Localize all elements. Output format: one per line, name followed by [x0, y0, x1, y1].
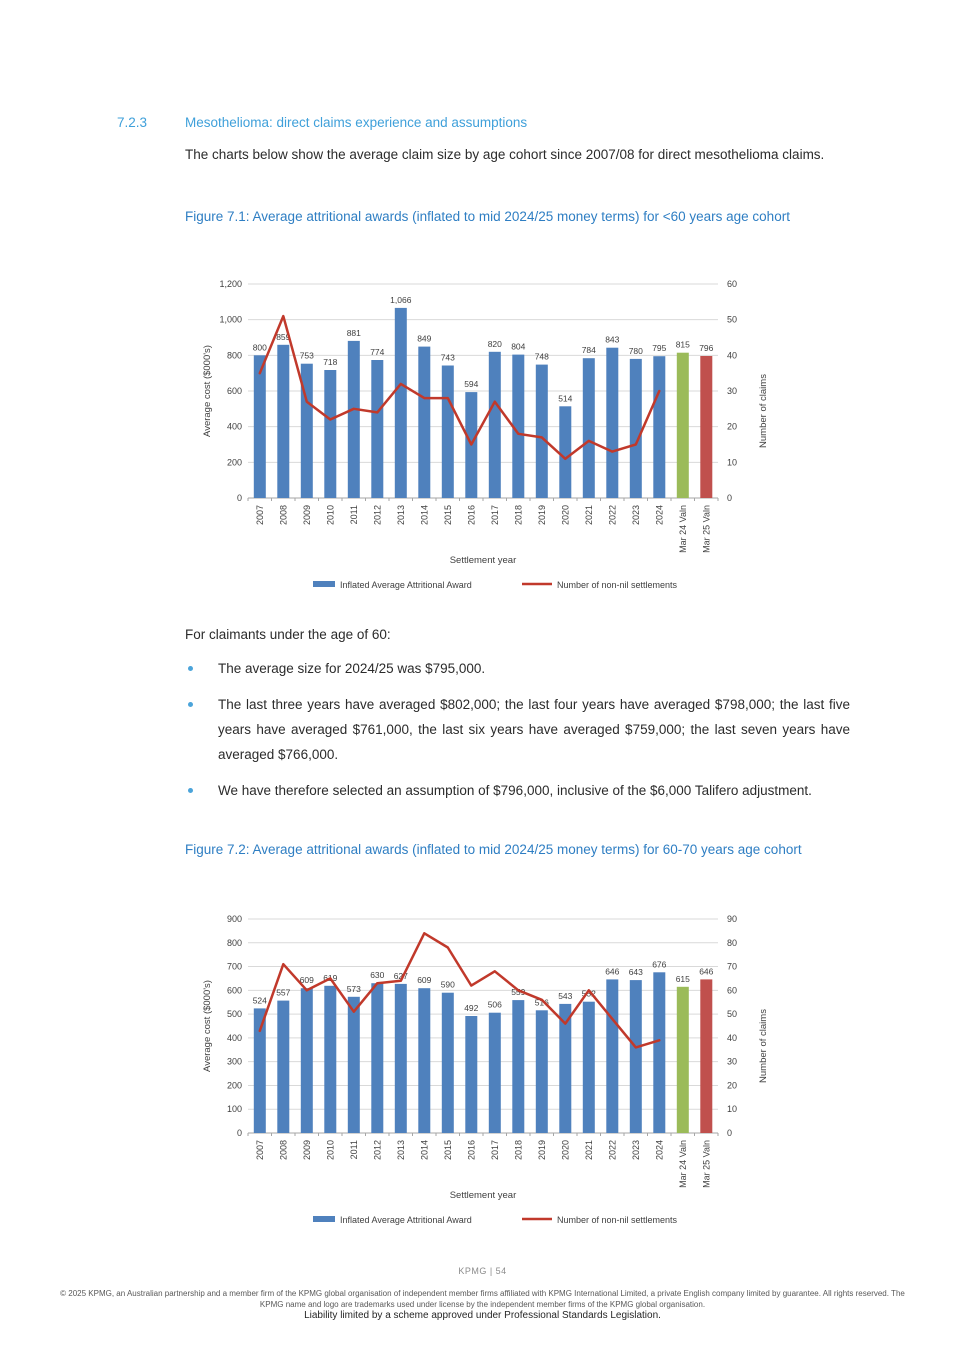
svg-text:2021: 2021	[583, 505, 594, 526]
svg-text:0: 0	[236, 493, 242, 503]
figure-7-2-caption: Figure 7.2: Average attritional awards (inflated to mid 2024/25 money terms) for 60-70 years age cohort	[185, 842, 802, 857]
svg-text:543: 543	[558, 990, 573, 1001]
svg-text:Mar 25 Valn: Mar 25 Valn	[701, 1140, 712, 1188]
svg-text:2020: 2020	[560, 505, 571, 526]
svg-text:552: 552	[581, 988, 596, 999]
svg-text:50: 50	[727, 1009, 738, 1020]
bullet-text: We have therefore selected an assumption of $796,000, inclusive of the $6,000 Talifero adjustment.	[218, 783, 812, 798]
bullet-icon	[188, 702, 193, 707]
svg-text:20: 20	[727, 1080, 738, 1091]
svg-text:2013: 2013	[395, 1140, 406, 1161]
svg-text:780: 780	[628, 345, 643, 356]
svg-text:2020: 2020	[560, 1140, 571, 1161]
svg-text:506: 506	[487, 999, 502, 1010]
svg-text:2024: 2024	[654, 1140, 665, 1161]
bullet-item	[185, 656, 850, 681]
svg-text:2023: 2023	[630, 1140, 641, 1161]
svg-text:Average cost ($000's): Average cost ($000's)	[202, 345, 213, 437]
svg-text:2011: 2011	[348, 505, 359, 525]
svg-text:800: 800	[226, 937, 242, 948]
svg-text:843: 843	[605, 334, 620, 345]
figure-7-2-chart-svg	[200, 901, 775, 1236]
svg-text:2009: 2009	[301, 505, 312, 526]
svg-text:615: 615	[675, 973, 690, 984]
bullet-list	[185, 656, 850, 814]
svg-text:Number of claims: Number of claims	[758, 1009, 769, 1083]
svg-text:573: 573	[346, 983, 361, 994]
svg-text:Number of non-nil settlements: Number of non-nil settlements	[557, 1215, 678, 1225]
svg-text:516: 516	[534, 997, 549, 1008]
svg-text:492: 492	[464, 1003, 479, 1013]
svg-text:400: 400	[226, 421, 242, 432]
svg-text:1,066: 1,066	[390, 294, 412, 305]
svg-text:676: 676	[652, 959, 667, 970]
svg-text:609: 609	[299, 975, 314, 986]
svg-text:60: 60	[727, 985, 738, 996]
svg-text:Settlement year: Settlement year	[449, 555, 517, 566]
bullet-icon	[188, 666, 193, 671]
svg-text:Average cost ($000's): Average cost ($000's)	[202, 980, 213, 1072]
svg-text:20: 20	[727, 421, 738, 432]
svg-text:2021: 2021	[583, 1140, 594, 1161]
svg-text:820: 820	[487, 338, 502, 349]
figure-7-1-caption: Figure 7.1: Average attritional awards (inflated to mid 2024/25 money terms) for <60 years age cohort	[185, 209, 790, 224]
svg-text:Settlement year: Settlement year	[449, 1190, 517, 1201]
svg-text:1,000: 1,000	[219, 314, 242, 325]
claimants-heading: For claimants under the age of 60:	[185, 627, 391, 642]
svg-text:400: 400	[226, 1032, 242, 1043]
svg-text:0: 0	[727, 493, 733, 503]
svg-text:80: 80	[727, 937, 738, 948]
svg-text:1,200: 1,200	[219, 279, 242, 289]
svg-text:609: 609	[417, 975, 432, 986]
svg-text:800: 800	[226, 350, 242, 361]
bullet-text: The average size for 2024/25 was $795,000.	[218, 661, 486, 676]
figure-7-1-chart	[200, 266, 775, 601]
svg-text:0: 0	[727, 1128, 733, 1138]
svg-text:600: 600	[226, 386, 242, 396]
svg-text:200: 200	[226, 1080, 242, 1091]
svg-text:2023: 2023	[630, 505, 641, 526]
svg-text:2011: 2011	[348, 1140, 359, 1160]
svg-text:753: 753	[299, 350, 314, 361]
svg-text:2008: 2008	[278, 505, 289, 526]
svg-text:849: 849	[417, 333, 432, 344]
svg-text:2010: 2010	[325, 505, 336, 526]
svg-text:2024: 2024	[654, 505, 665, 526]
svg-text:900: 900	[226, 914, 242, 924]
svg-text:2014: 2014	[419, 1140, 430, 1161]
bullet-item	[185, 692, 850, 767]
svg-text:40: 40	[727, 350, 738, 361]
svg-text:796: 796	[699, 343, 714, 353]
svg-text:2007: 2007	[254, 505, 265, 526]
svg-text:748: 748	[534, 351, 549, 362]
svg-text:200: 200	[226, 457, 242, 468]
svg-text:100: 100	[226, 1104, 242, 1115]
svg-text:600: 600	[226, 985, 242, 996]
svg-text:50: 50	[727, 314, 738, 325]
svg-text:774: 774	[370, 347, 385, 357]
svg-text:10: 10	[727, 457, 738, 468]
svg-text:630: 630	[370, 970, 385, 981]
svg-text:2015: 2015	[442, 1140, 453, 1161]
svg-text:Mar 24 Valn: Mar 24 Valn	[677, 505, 688, 553]
svg-text:804: 804	[511, 341, 526, 352]
svg-text:2012: 2012	[372, 505, 383, 526]
svg-text:590: 590	[440, 979, 455, 990]
svg-text:795: 795	[652, 343, 667, 354]
svg-text:646: 646	[699, 966, 714, 977]
svg-text:557: 557	[276, 987, 291, 998]
svg-text:718: 718	[323, 357, 338, 367]
svg-text:619: 619	[323, 972, 338, 983]
svg-text:743: 743	[440, 352, 455, 363]
svg-text:Number of claims: Number of claims	[758, 374, 769, 448]
svg-text:2014: 2014	[419, 505, 430, 526]
svg-text:2018: 2018	[513, 1140, 524, 1161]
svg-text:627: 627	[393, 970, 408, 981]
svg-text:2016: 2016	[466, 505, 477, 526]
svg-text:70: 70	[727, 961, 738, 972]
svg-text:646: 646	[605, 966, 620, 977]
svg-text:784: 784	[581, 345, 596, 356]
intro-paragraph: The charts below show the average claim size by age cohort since 2007/08 for direct mesothelioma claims.	[185, 147, 825, 162]
svg-text:2012: 2012	[372, 1140, 383, 1161]
svg-text:2022: 2022	[607, 505, 618, 526]
page-number: KPMG | 54	[458, 1266, 507, 1276]
svg-text:2016: 2016	[466, 1140, 477, 1161]
svg-text:2010: 2010	[325, 1140, 336, 1161]
footer-copyright: © 2025 KPMG, an Australian partnership and a member firm of the KPMG global organisation of independent member firms affiliated with KPMG International Limited, a private English company limited by guarantee. All rights reserved. The KPMG name and logo are trademarks used under license by the independent member firms of the KPMG global organisation.	[60, 1289, 905, 1309]
svg-text:559: 559	[511, 987, 526, 998]
svg-text:30: 30	[727, 386, 738, 396]
svg-text:10: 10	[727, 1104, 738, 1115]
svg-text:2022: 2022	[607, 1140, 618, 1161]
svg-text:800: 800	[252, 342, 267, 353]
footer-liability: Liability limited by a scheme approved under Professional Standards Legislation.	[304, 1310, 661, 1321]
svg-text:Mar 25 Valn: Mar 25 Valn	[701, 505, 712, 553]
svg-text:881: 881	[346, 327, 361, 338]
svg-text:594: 594	[464, 379, 479, 390]
section-title: Mesothelioma: direct claims experience and assumptions	[185, 115, 528, 130]
svg-text:40: 40	[727, 1032, 738, 1043]
svg-text:859: 859	[276, 331, 291, 342]
svg-text:2013: 2013	[395, 505, 406, 526]
svg-text:2017: 2017	[489, 1140, 500, 1161]
svg-text:Inflated Average Attritional A: Inflated Average Attritional Award	[340, 580, 472, 590]
svg-text:2018: 2018	[513, 505, 524, 526]
figure-7-2-chart	[200, 901, 775, 1236]
svg-text:30: 30	[727, 1056, 738, 1067]
svg-text:300: 300	[226, 1056, 242, 1067]
bullet-item	[185, 778, 850, 803]
svg-text:2009: 2009	[301, 1140, 312, 1161]
svg-text:2015: 2015	[442, 505, 453, 526]
svg-text:700: 700	[226, 961, 242, 972]
bullet-icon	[188, 788, 193, 793]
figure-7-1-chart-svg	[200, 266, 775, 601]
svg-text:524: 524	[252, 995, 267, 1006]
svg-text:Mar 24 Valn: Mar 24 Valn	[677, 1140, 688, 1188]
svg-text:2019: 2019	[536, 1140, 547, 1161]
bullet-text: The last three years have averaged $802,000; the last four years have averaged $798,000; the last five years have averaged $761,000, the last six years have averaged $759,000; the last seven years have averaged $766,000.	[218, 697, 850, 762]
svg-text:0: 0	[236, 1128, 242, 1138]
section-number: 7.2.3	[117, 115, 148, 130]
svg-text:Inflated Average Attritional A: Inflated Average Attritional Award	[340, 1215, 472, 1225]
svg-text:514: 514	[558, 393, 573, 404]
svg-text:2008: 2008	[278, 1140, 289, 1161]
svg-text:2019: 2019	[536, 505, 547, 526]
svg-text:643: 643	[628, 967, 643, 978]
svg-text:2017: 2017	[489, 505, 500, 526]
svg-text:90: 90	[727, 914, 738, 924]
svg-text:815: 815	[675, 339, 690, 350]
svg-text:500: 500	[226, 1009, 242, 1020]
section-heading	[117, 115, 862, 130]
svg-text:60: 60	[727, 279, 738, 289]
svg-text:2007: 2007	[254, 1140, 265, 1161]
svg-text:Number of non-nil settlements: Number of non-nil settlements	[557, 580, 678, 590]
